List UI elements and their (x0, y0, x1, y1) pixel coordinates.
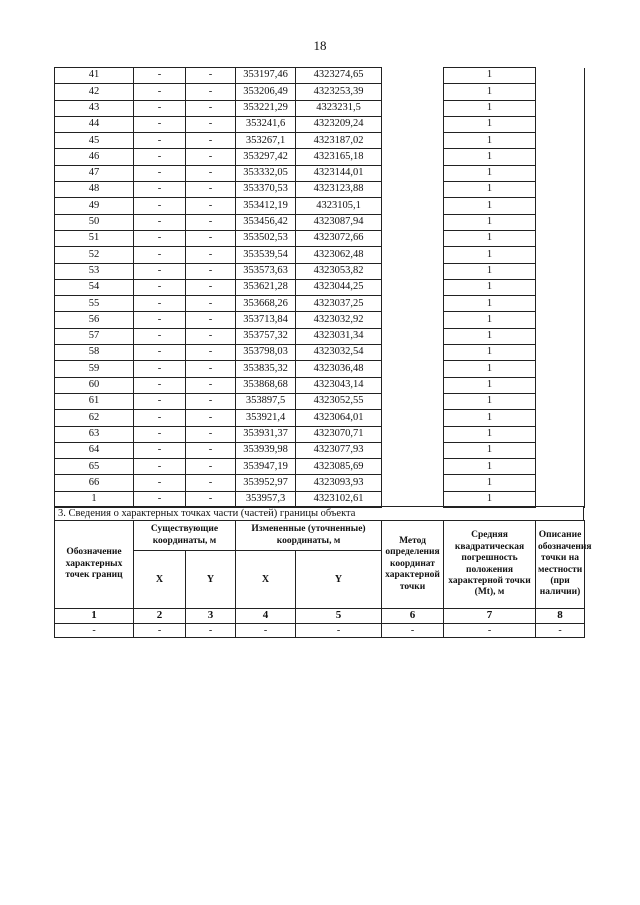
coordinates-table (54, 67, 585, 508)
table-cell: 52 (55, 247, 134, 263)
empty-cell (536, 263, 585, 279)
column-number: 2 (134, 609, 186, 624)
table-cell: 4323062,48 (296, 247, 382, 263)
table-cell: - (134, 377, 186, 393)
table-cell: 59 (55, 361, 134, 377)
table-cell: - (134, 475, 186, 491)
table-cell: 353668,26 (236, 296, 296, 312)
table-cell: 4323085,69 (296, 459, 382, 475)
empty-cell (536, 426, 585, 442)
table-row (55, 279, 585, 295)
table-cell: - (186, 230, 236, 246)
table-cell: - (134, 247, 186, 263)
table-row (55, 214, 585, 230)
header-changed-x: X (236, 551, 296, 609)
table-cell: 4323253,39 (296, 84, 382, 100)
table-cell: - (134, 149, 186, 165)
empty-cell (382, 459, 444, 475)
empty-cell (536, 393, 585, 409)
table-cell: - (186, 263, 236, 279)
table-row (55, 84, 585, 100)
empty-cell (536, 198, 585, 214)
table-cell: 58 (55, 345, 134, 361)
table-cell: - (186, 100, 236, 116)
column-number: 4 (236, 609, 296, 624)
empty-cell (382, 442, 444, 458)
empty-cell (382, 230, 444, 246)
table-cell: - (134, 133, 186, 149)
empty-cell (382, 296, 444, 312)
table-cell: 4323144,01 (296, 165, 382, 181)
table-cell: 55 (55, 296, 134, 312)
empty-cell (382, 68, 444, 84)
table-cell: - (134, 214, 186, 230)
table-cell: - (134, 198, 186, 214)
table-cell: - (134, 116, 186, 132)
empty-cell (536, 328, 585, 344)
table-cell: - (55, 624, 134, 638)
table-cell: 1 (444, 263, 536, 279)
table-cell: 1 (444, 312, 536, 328)
table-cell: 66 (55, 475, 134, 491)
table-cell: - (186, 312, 236, 328)
table-row (55, 263, 585, 279)
table-cell: 53 (55, 263, 134, 279)
table-cell: 353897,5 (236, 393, 296, 409)
table-cell: 4323064,01 (296, 410, 382, 426)
table-cell: - (186, 68, 236, 84)
table-cell: 1 (444, 345, 536, 361)
table-cell: 56 (55, 312, 134, 328)
table-cell: - (134, 410, 186, 426)
table-cell: 1 (444, 377, 536, 393)
table-cell: 353573,63 (236, 263, 296, 279)
empty-cell (382, 345, 444, 361)
table-cell: - (186, 393, 236, 409)
table-cell: 51 (55, 230, 134, 246)
table-cell: - (186, 149, 236, 165)
empty-cell (536, 442, 585, 458)
empty-cell (536, 116, 585, 132)
empty-cell (536, 345, 585, 361)
table-cell: - (186, 116, 236, 132)
table-cell: - (444, 624, 536, 638)
empty-cell (536, 230, 585, 246)
table-cell: - (186, 182, 236, 198)
table-cell: 43 (55, 100, 134, 116)
table-row (55, 377, 585, 393)
table-cell: 46 (55, 149, 134, 165)
table-cell: 353221,29 (236, 100, 296, 116)
table-cell: 4323053,82 (296, 263, 382, 279)
empty-cell (382, 312, 444, 328)
table-cell: 4323165,18 (296, 149, 382, 165)
header-existing-y: Y (186, 551, 236, 609)
header-changed-coordinates: Измененные (уточненные) координаты, м (236, 521, 382, 551)
column-number: 5 (296, 609, 382, 624)
table-cell: - (134, 393, 186, 409)
header-description: Описание обозначения точки на местности (при наличии) (536, 521, 585, 609)
table-cell: - (186, 198, 236, 214)
table-cell: - (186, 491, 236, 507)
column-number-row (55, 609, 585, 624)
table-cell: - (134, 296, 186, 312)
empty-cell (536, 279, 585, 295)
table-cell: 353947,19 (236, 459, 296, 475)
table-row (55, 328, 585, 344)
table-cell: 1 (444, 410, 536, 426)
table-cell: - (536, 624, 585, 638)
table-cell: - (134, 182, 186, 198)
table-cell: - (186, 410, 236, 426)
table-cell: 4323209,24 (296, 116, 382, 132)
empty-cell (382, 426, 444, 442)
table-row (55, 442, 585, 458)
table-cell: 4323031,34 (296, 328, 382, 344)
empty-cell (382, 214, 444, 230)
empty-cell (382, 116, 444, 132)
table-cell: 353197,46 (236, 68, 296, 84)
table-cell: 1 (444, 393, 536, 409)
table-row (55, 361, 585, 377)
table-cell: 44 (55, 116, 134, 132)
table-cell: 60 (55, 377, 134, 393)
empty-cell (382, 165, 444, 181)
table-cell: 4323036,48 (296, 361, 382, 377)
table-cell: 4323032,54 (296, 345, 382, 361)
table-cell: 4323070,71 (296, 426, 382, 442)
table-cell: 1 (444, 133, 536, 149)
empty-cell (382, 377, 444, 393)
empty-cell (536, 459, 585, 475)
empty-cell (382, 133, 444, 149)
table-cell: 353952,97 (236, 475, 296, 491)
empty-cell (382, 149, 444, 165)
column-number: 6 (382, 609, 444, 624)
table-cell: - (134, 328, 186, 344)
table-cell: 4323274,65 (296, 68, 382, 84)
table-cell: 1 (444, 442, 536, 458)
table-cell: 1 (444, 279, 536, 295)
empty-cell (536, 296, 585, 312)
table-row (55, 230, 585, 246)
table-cell: - (134, 68, 186, 84)
empty-cell (536, 247, 585, 263)
table-cell: 1 (444, 165, 536, 181)
header-existing-coordinates: Существующие координаты, м (134, 521, 236, 551)
table-row (55, 198, 585, 214)
table-cell: - (134, 263, 186, 279)
empty-cell (536, 68, 585, 84)
empty-cell (382, 84, 444, 100)
empty-cell (536, 149, 585, 165)
header-designation: Обозначение характерных точек границ (55, 521, 134, 609)
empty-cell (536, 377, 585, 393)
empty-cell (536, 475, 585, 491)
table-cell: 353868,68 (236, 377, 296, 393)
empty-cell (382, 182, 444, 198)
table-cell: 4323123,88 (296, 182, 382, 198)
table-cell: 1 (444, 84, 536, 100)
table-cell: 353931,37 (236, 426, 296, 442)
table-cell: - (186, 165, 236, 181)
table-cell: - (186, 328, 236, 344)
table-cell: 353206,49 (236, 84, 296, 100)
header-method: Метод определения координат характерной точки (382, 521, 444, 609)
empty-cell (382, 475, 444, 491)
section-3-title: 3. Сведения о характерных точках части (частей) границы объекта (54, 506, 584, 520)
table-cell: 4323044,25 (296, 279, 382, 295)
table-cell: 1 (444, 230, 536, 246)
table-cell: 4323052,55 (296, 393, 382, 409)
table-row (55, 393, 585, 409)
empty-cell (382, 247, 444, 263)
table-cell: 1 (444, 100, 536, 116)
table-cell: 54 (55, 279, 134, 295)
table-cell: - (134, 84, 186, 100)
table-row (55, 410, 585, 426)
table-row (55, 624, 585, 638)
table-cell: 353241,6 (236, 116, 296, 132)
table-row (55, 149, 585, 165)
table-cell: - (186, 133, 236, 149)
table-cell: - (186, 84, 236, 100)
table-cell: 62 (55, 410, 134, 426)
table-row (55, 426, 585, 442)
table-cell: - (186, 459, 236, 475)
table-cell: 4323102,61 (296, 491, 382, 507)
table-row (55, 182, 585, 198)
table-row (55, 116, 585, 132)
column-number: 1 (55, 609, 134, 624)
table-cell: 57 (55, 328, 134, 344)
empty-cell (382, 328, 444, 344)
table-cell: 353835,32 (236, 361, 296, 377)
table-cell: 45 (55, 133, 134, 149)
header-existing-x: X (134, 551, 186, 609)
table-cell: 353412,19 (236, 198, 296, 214)
empty-cell (536, 312, 585, 328)
table-cell: - (134, 165, 186, 181)
table-cell: 4323037,25 (296, 296, 382, 312)
table-row (55, 459, 585, 475)
table-cell: 353621,28 (236, 279, 296, 295)
table-cell: 1 (444, 296, 536, 312)
table-cell: 353332,05 (236, 165, 296, 181)
table-cell: 353297,42 (236, 149, 296, 165)
column-number: 3 (186, 609, 236, 624)
page-number: 18 (313, 38, 327, 53)
header-changed-y: Y (296, 551, 382, 609)
empty-cell (536, 165, 585, 181)
table-cell: - (186, 426, 236, 442)
table-cell: - (134, 624, 186, 638)
table-cell: 4323231,5 (296, 100, 382, 116)
table-row (55, 133, 585, 149)
empty-cell (382, 100, 444, 116)
table-cell: 353539,54 (236, 247, 296, 263)
empty-cell (382, 263, 444, 279)
table-cell: 1 (444, 182, 536, 198)
table-cell: 353757,32 (236, 328, 296, 344)
table-cell: 1 (444, 198, 536, 214)
table-cell: - (186, 279, 236, 295)
boundary-parts-table (54, 520, 592, 638)
empty-cell (382, 279, 444, 295)
table-cell: 353798,03 (236, 345, 296, 361)
table-cell: - (186, 247, 236, 263)
table-cell: - (134, 345, 186, 361)
header-error: Средняя квадратическая погрешность положения характерной точки (Mt), м (444, 521, 536, 609)
column-number: 8 (536, 609, 585, 624)
table-cell: - (134, 442, 186, 458)
table-cell: 1 (444, 68, 536, 84)
table-row (55, 165, 585, 181)
table-cell: 1 (444, 426, 536, 442)
table-cell: 4323043,14 (296, 377, 382, 393)
table-cell: 47 (55, 165, 134, 181)
table-cell: - (236, 624, 296, 638)
table-cell: - (186, 442, 236, 458)
table-cell: - (186, 345, 236, 361)
table-cell: 353456,42 (236, 214, 296, 230)
table-cell: - (134, 100, 186, 116)
table-cell: 63 (55, 426, 134, 442)
table-row (55, 68, 585, 84)
empty-cell (536, 84, 585, 100)
empty-cell (382, 393, 444, 409)
table-cell: 353502,53 (236, 230, 296, 246)
table-cell: 4323077,93 (296, 442, 382, 458)
table-cell: - (382, 624, 444, 638)
empty-cell (536, 133, 585, 149)
table-cell: 1 (444, 328, 536, 344)
empty-cell (382, 410, 444, 426)
table-row (55, 100, 585, 116)
table-cell: 41 (55, 68, 134, 84)
table-cell: 353957,3 (236, 491, 296, 507)
table-cell: 353921,4 (236, 410, 296, 426)
table-row (55, 475, 585, 491)
empty-cell (536, 182, 585, 198)
table-cell: 1 (444, 491, 536, 507)
table-cell: - (186, 214, 236, 230)
table-cell: - (134, 279, 186, 295)
table-cell: - (134, 230, 186, 246)
table-cell: 1 (444, 361, 536, 377)
empty-cell (382, 198, 444, 214)
table-row (55, 247, 585, 263)
table-cell: 1 (444, 116, 536, 132)
table-cell: 4323032,92 (296, 312, 382, 328)
table-cell: - (134, 361, 186, 377)
table-cell: 42 (55, 84, 134, 100)
table-cell: 1 (444, 475, 536, 491)
table-cell: 61 (55, 393, 134, 409)
table-cell: - (186, 624, 236, 638)
table-cell: 48 (55, 182, 134, 198)
table-cell: 1 (444, 214, 536, 230)
empty-cell (536, 214, 585, 230)
empty-cell (382, 361, 444, 377)
table-cell: - (186, 296, 236, 312)
column-number: 7 (444, 609, 536, 624)
table-cell: - (134, 312, 186, 328)
table-cell: 4323093,93 (296, 475, 382, 491)
table-cell: 4323105,1 (296, 198, 382, 214)
table-cell: 49 (55, 198, 134, 214)
table-cell: 1 (444, 459, 536, 475)
table-cell: 4323072,66 (296, 230, 382, 246)
table-cell: 353713,84 (236, 312, 296, 328)
table-cell: 1 (444, 247, 536, 263)
empty-cell (536, 361, 585, 377)
table-cell: 64 (55, 442, 134, 458)
table-cell: - (134, 491, 186, 507)
table-cell: 1 (55, 491, 134, 507)
empty-cell (536, 100, 585, 116)
table-cell: - (296, 624, 382, 638)
table-row (55, 312, 585, 328)
table-cell: 4323187,02 (296, 133, 382, 149)
table-cell: 50 (55, 214, 134, 230)
table-cell: 353370,53 (236, 182, 296, 198)
table-cell: 353939,98 (236, 442, 296, 458)
table-cell: 4323087,94 (296, 214, 382, 230)
table-cell: - (186, 475, 236, 491)
table-cell: 1 (444, 149, 536, 165)
table-cell: 353267,1 (236, 133, 296, 149)
empty-cell (536, 410, 585, 426)
table-cell: 65 (55, 459, 134, 475)
table-cell: - (186, 361, 236, 377)
table-cell: - (134, 426, 186, 442)
table-cell: - (186, 377, 236, 393)
table-row (55, 345, 585, 361)
table-cell: - (134, 459, 186, 475)
table-row (55, 296, 585, 312)
